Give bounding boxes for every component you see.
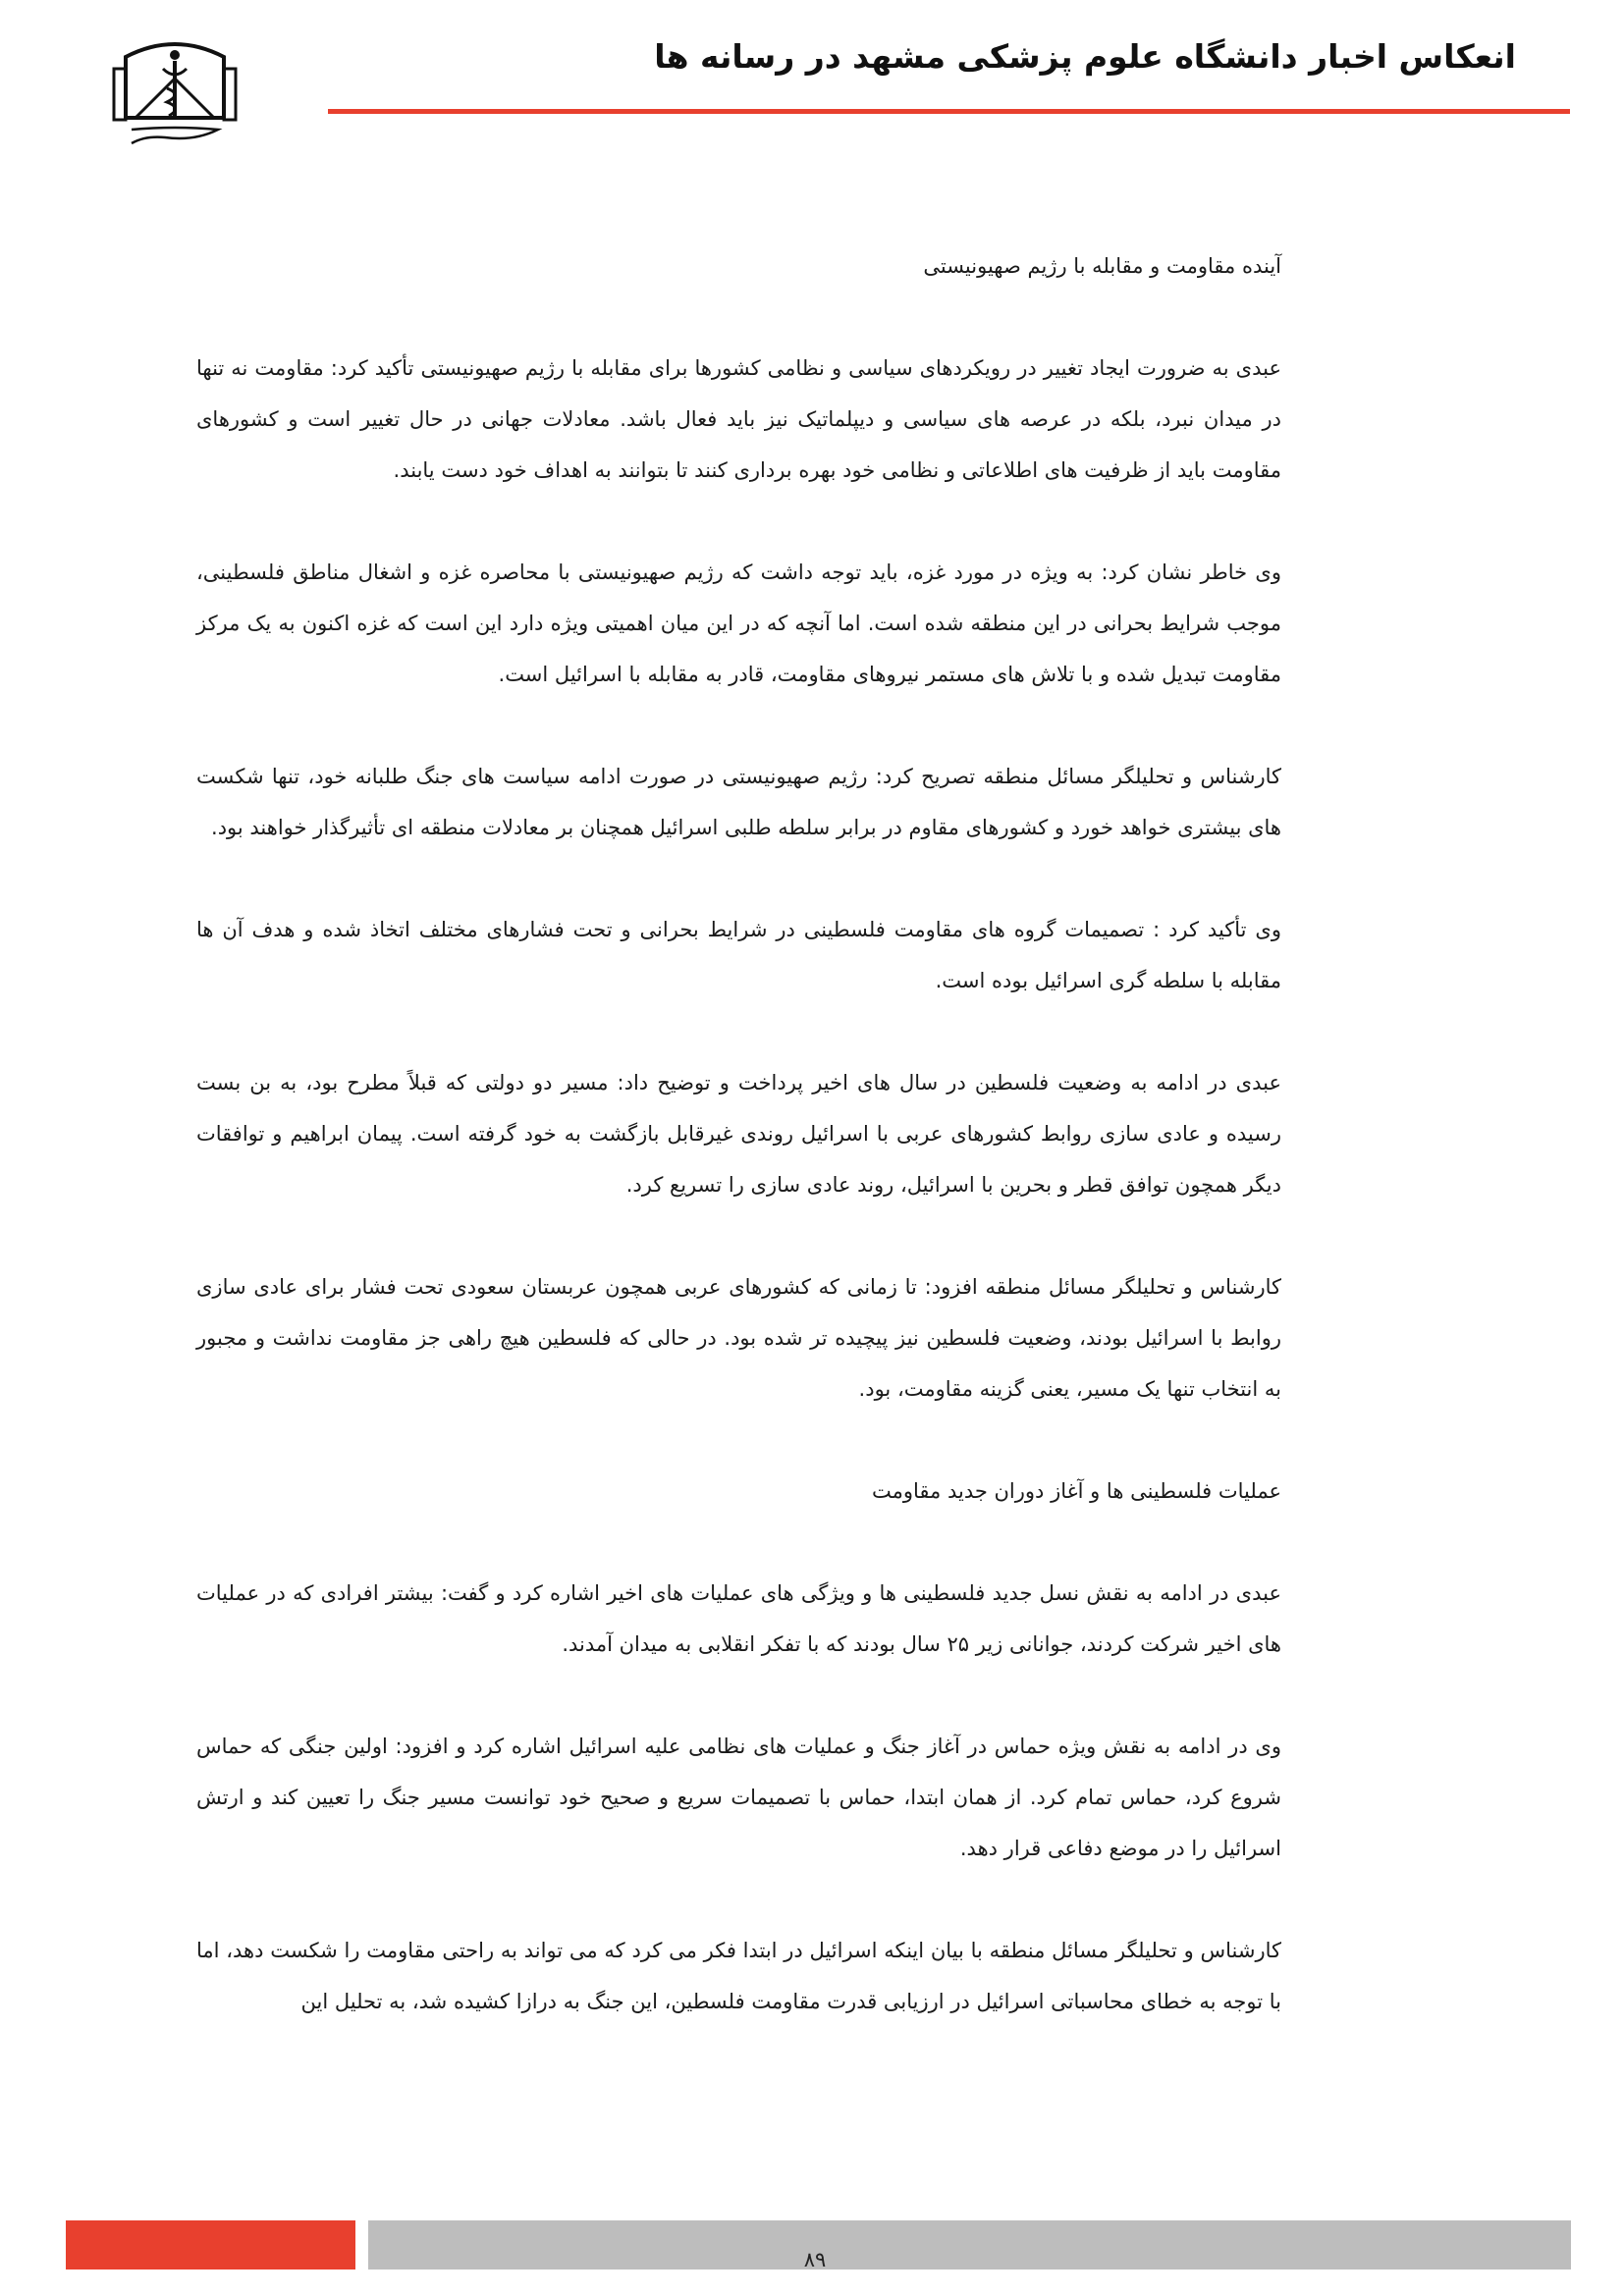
section-heading: آینده مقاومت و مقابله با رژیم صهیونیستی (923, 254, 1281, 278)
footer-bar (368, 2220, 1571, 2269)
page-number: ۸۹ (803, 2248, 827, 2271)
paragraph: وی در ادامه به نقش ویژه حماس در آغاز جنگ و عملیات های نظامی علیه اسرائیل اشاره کرد و افزود: اولین جنگی که حماس شروع کرد، حماس تمام کرد. از همان ابتدا، حماس با تصمیمات سریع و صحیح خود توانست مسیر جنگ را تعیین کند و ارتش اسرائیل را در موضع دفاعی قرار دهد. (196, 1735, 1281, 1860)
paragraph: کارشناس و تحلیلگر مسائل منطقه افزود: تا زمانی که کشورهای عربی همچون عربستان سعودی تحت فشار برای عادی سازی روابط با اسرائیل بودند، وضعیت فلسطین نیز پیچیده تر شده بود. در حالی که فلسطین هیچ راهی جز مقاومت نداشت و مجبور به انتخاب تنها یک مسیر، یعنی گزینه مقاومت، بود. (196, 1275, 1281, 1401)
footer-accent-bar (66, 2220, 355, 2269)
article-body (196, 240, 1281, 2078)
paragraph: عبدی در ادامه به نقش نسل جدید فلسطینی ها و ویژگی های عملیات های اخیر اشاره کرد و گفت: بیشتر افرادی که در عملیات های اخیر شرکت کردند، جوانانی زیر ۲۵ سال بودند که با تفکر انقلابی به میدان آمدند. (196, 1581, 1281, 1656)
paragraph: وی خاطر نشان کرد: به ویژه در مورد غزه، باید توجه داشت که رژیم صهیونیستی با محاصره غزه و اشغال مناطق فلسطینی، موجب شرایط بحرانی در این منطقه شده است. اما آنچه که در این میان اهمیتی ویژه دارد این است که غزه اکنون به یک مرکز مقاومت تبدیل شده و با تلاش های مستمر نیروهای مقاومت، قادر به مقابله با اسرائیل است. (196, 561, 1281, 686)
paragraph: وی تأکید کرد : تصمیمات گروه های مقاومت فلسطینی در شرایط بحرانی و تحت فشارهای مختلف اتخاذ شده و هدف آن ها مقابله با سلطه گری اسرائیل بوده است. (196, 918, 1281, 992)
paragraph: کارشناس و تحلیلگر مسائل منطقه تصریح کرد: رژیم صهیونیستی در صورت ادامه سیاست های جنگ طلبانه خود، تنها شکست های بیشتری خواهد خورد و کشورهای مقاوم در برابر سلطه طلبی اسرائیل همچنان بر معادلات منطقه ای تأثیرگذار خواهند بود. (196, 765, 1281, 839)
university-logo (106, 39, 244, 167)
header-divider (328, 109, 1570, 114)
paragraph: عبدی در ادامه به وضعیت فلسطین در سال های اخیر پرداخت و توضیح داد: مسیر دو دولتی که قبلاً مطرح بود، به بن بست رسیده و عادی سازی روابط کشورهای عربی با اسرائیل روندی غیرقابل بازگشت به خود گرفته است. پیمان ابراهیم و توافقات دیگر همچون توافق قطر و بحرین با اسرائیل، روند عادی سازی را تسریع کرد. (196, 1071, 1281, 1197)
section-heading: عملیات فلسطینی ها و آغاز دوران جدید مقاومت (872, 1479, 1281, 1503)
page-header-title: انعکاس اخبار دانشگاه علوم پزشکی مشهد در رسانه ها (654, 37, 1516, 76)
paragraph: کارشناس و تحلیلگر مسائل منطقه با بیان اینکه اسرائیل در ابتدا فکر می کرد که می تواند به راحتی مقاومت را شکست دهد، اما با توجه به خطای محاسباتی اسرائیل در ارزیابی قدرت مقاومت فلسطین، این جنگ به درازا کشیده شد، به تحلیل این (196, 1939, 1281, 2013)
paragraph: عبدی به ضرورت ایجاد تغییر در رویکردهای سیاسی و نظامی کشورها برای مقابله با رژیم صهیونیستی تأکید کرد: مقاومت نه تنها در میدان نبرد، بلکه در عرصه های سیاسی و دیپلماتیک نیز باید فعال باشد. معادلات جهانی در حال تغییر است و کشورهای مقاومت باید از ظرفیت های اطلاعاتی و نظامی خود بهره برداری کنند تا بتوانند به اهداف خود دست یابند. (196, 356, 1281, 482)
